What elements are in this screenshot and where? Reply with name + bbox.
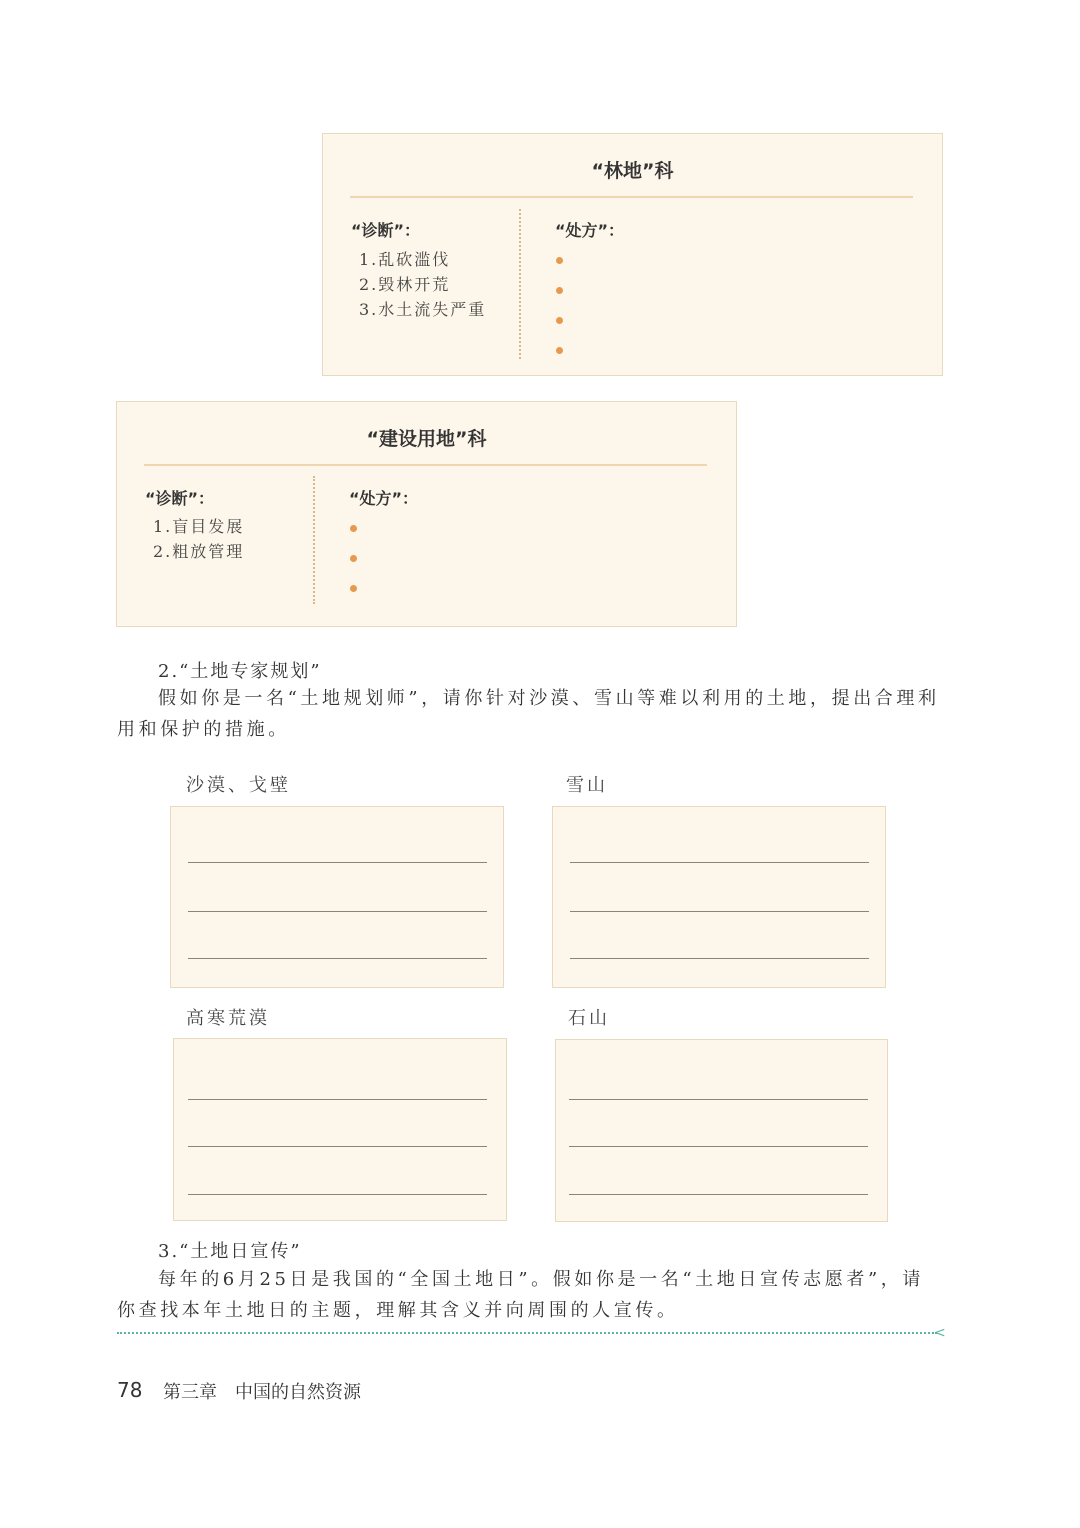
writing-line <box>569 1146 868 1147</box>
diagnosis-list <box>153 514 244 564</box>
prescription-bullets <box>350 525 357 615</box>
writing-line <box>570 862 869 863</box>
card-divider <box>350 196 913 198</box>
chapter-title: 第三章 中国的自然资源 <box>163 1382 361 1403</box>
section-3-heading: 3.“土地日宣传” <box>158 1241 302 1262</box>
card-title: “建设用地”科 <box>366 428 487 450</box>
chevron-left-icon: < <box>934 1325 946 1341</box>
card-divider <box>144 464 707 466</box>
prescription-bullets <box>556 257 563 377</box>
section-2-body-line2: 用和保护的措施。 <box>117 719 290 740</box>
section-2-body-line1: 假如你是一名“土地规划师”，请你针对沙漠、雪山等难以利用的土地，提出合理利 <box>158 688 940 709</box>
section-2-heading: 2.“土地专家规划” <box>158 661 322 682</box>
writing-line <box>188 1099 487 1100</box>
rocky-mountain-label: 石山 <box>568 1008 610 1029</box>
writing-line <box>188 1194 487 1195</box>
page-number: 78 <box>117 1378 143 1402</box>
bullet-dot <box>350 525 357 532</box>
section-3-body-line2: 你查找本年土地日的主题，理解其含义并向周围的人宣传。 <box>117 1300 679 1321</box>
writing-line <box>188 911 487 912</box>
diagnosis-item: 2.粗放管理 <box>153 542 245 561</box>
diagnosis-label: “诊断”： <box>145 489 215 508</box>
footer-dotted-rule <box>117 1332 937 1334</box>
diagnosis-label: “诊断”： <box>351 221 421 240</box>
writing-line <box>188 958 487 959</box>
construction-land-card <box>116 401 737 627</box>
forest-land-card <box>322 133 943 376</box>
diagnosis-item: 3.水土流失严重 <box>359 300 487 319</box>
writing-line <box>570 911 869 912</box>
alpine-desert-label: 高寒荒漠 <box>186 1008 270 1029</box>
diagnosis-item: 1.盲目发展 <box>153 517 245 536</box>
desert-gobi-label: 沙漠、戈壁 <box>186 775 291 796</box>
section-3-body-line1: 每年的6月25日是我国的“全国土地日”。假如你是一名“土地日宣传志愿者”，请 <box>158 1269 924 1290</box>
writing-line <box>569 1099 868 1100</box>
snow-mountain-label: 雪山 <box>566 775 608 796</box>
writing-line <box>188 1146 487 1147</box>
card-title: “林地”科 <box>591 160 674 182</box>
bullet-dot <box>350 585 357 592</box>
bullet-dot <box>350 555 357 562</box>
bullet-dot <box>556 317 563 324</box>
bullet-dot <box>556 287 563 294</box>
writing-line <box>569 1194 868 1195</box>
diagnosis-item: 1.乱砍滥伐 <box>359 250 451 269</box>
prescription-label: “处方”： <box>555 221 625 240</box>
bullet-dot <box>556 347 563 354</box>
column-divider <box>313 476 315 604</box>
prescription-label: “处方”： <box>349 489 419 508</box>
diagnosis-item: 2.毁林开荒 <box>359 275 451 294</box>
snow-mountain-answer-box[interactable] <box>552 806 886 988</box>
diagnosis-list <box>359 247 486 322</box>
writing-line <box>188 862 487 863</box>
alpine-desert-answer-box[interactable] <box>173 1038 507 1221</box>
rocky-mountain-answer-box[interactable] <box>555 1039 888 1222</box>
writing-line <box>570 958 869 959</box>
desert-gobi-answer-box[interactable] <box>170 806 504 988</box>
column-divider <box>519 209 521 359</box>
bullet-dot <box>556 257 563 264</box>
